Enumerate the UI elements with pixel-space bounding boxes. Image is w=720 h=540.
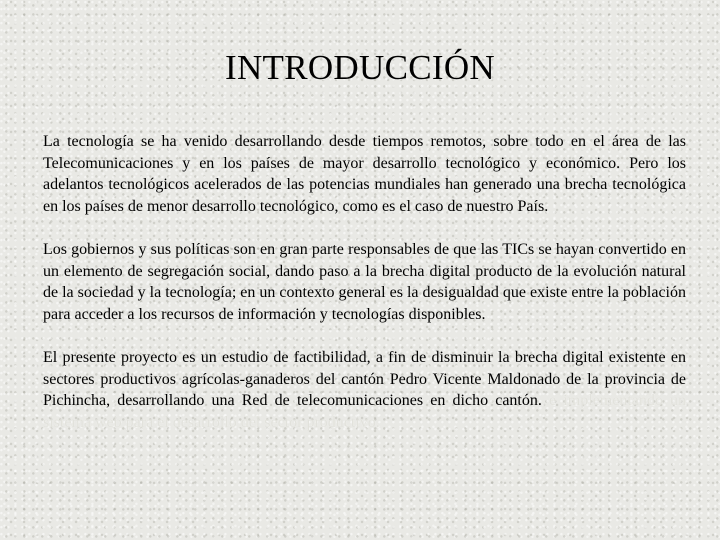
paragraph-2: Los gobiernos y sus políticas son en gran parte responsables de que las TICs se hayan convertido en un elemento de segregación social, dando paso a la brecha digital producto de la evolución natural de la sociedad y la tecnología; en un contexto general es la desigualdad que existe entre la población para acceder a los recursos de información y tecnologías disponibles. — [43, 241, 686, 323]
slide-body — [43, 131, 686, 455]
paragraph-1: La tecnología se ha venido desarrollando desde tiempos remotos, sobre todo en el área de las Telecomunicaciones y en los países de mayor desarrollo tecnológico y económico. Pero los adelantos tecnológicos acelerados de las potencias mundiales han generado una brecha tecnológica en los países de menor desarrollo tecnológico, como es el caso de nuestro País. — [43, 133, 686, 215]
paragraph-3-text: El presente proyecto es un estudio de factibilidad, a fin de disminuir la brecha digital existente en sectores productivos agrícolas-ganaderos del cantón Pedro Vicente Maldonado de la provincia de Pichincha, desarrollando una Red de telecomunicaciones en dicho cantón. — [43, 349, 686, 409]
slide-title: INTRODUCCIÓN — [225, 48, 495, 87]
paragraph-3 — [43, 347, 686, 433]
paragraph-3-faded-text: e implementando un sistema web para el desarrollo del sector productivo. — [43, 392, 687, 431]
